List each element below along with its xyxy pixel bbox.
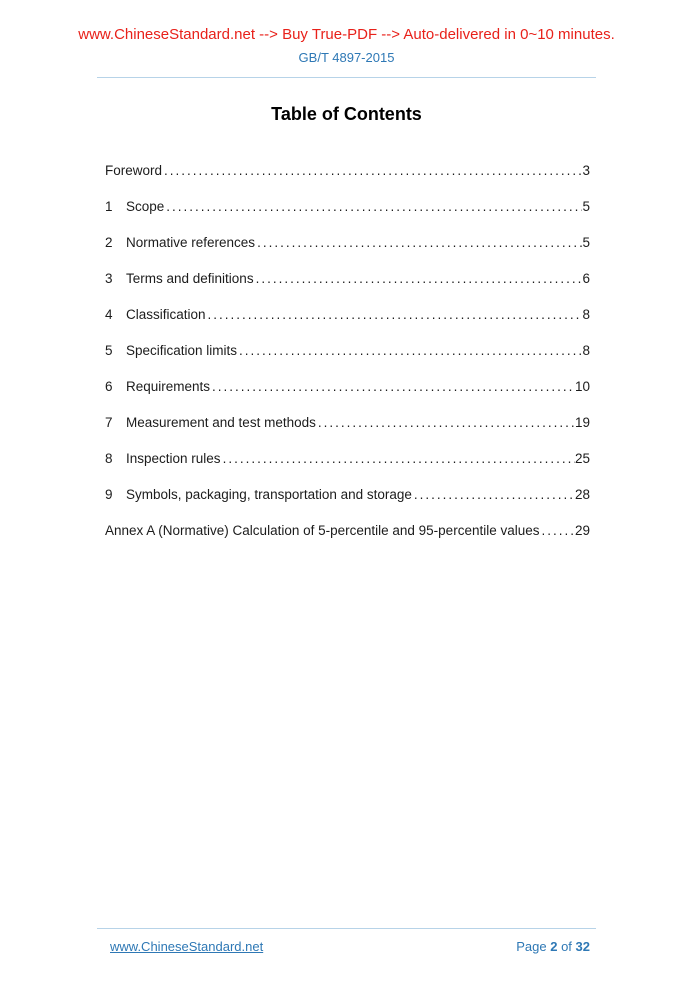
of-word: of bbox=[561, 939, 572, 954]
document-page bbox=[0, 26, 693, 1006]
toc-entry[interactable] bbox=[105, 416, 590, 430]
page-footer bbox=[0, 928, 693, 954]
toc-entry-label: Measurement and test methods bbox=[126, 415, 316, 430]
toc-entry-label: Inspection rules bbox=[126, 451, 221, 466]
toc-leader-dots bbox=[255, 236, 582, 250]
page-word: Page bbox=[516, 939, 547, 954]
toc-entry-page: 8 bbox=[582, 343, 590, 358]
toc-entry[interactable] bbox=[105, 272, 590, 286]
toc-entry[interactable] bbox=[105, 200, 590, 214]
toc-entry-number: 8 bbox=[105, 451, 113, 466]
toc-entry-label: Normative references bbox=[126, 235, 256, 250]
toc-entry-page: 10 bbox=[574, 379, 590, 394]
toc-entry[interactable] bbox=[105, 524, 590, 538]
document-number: GB/T 4897-2015 bbox=[298, 50, 395, 65]
toc-leader-dots bbox=[316, 416, 575, 430]
toc-entry-number: 1 bbox=[105, 199, 113, 214]
toc-leader-dots bbox=[162, 164, 582, 178]
toc-entry-number: 3 bbox=[105, 271, 113, 286]
toc-entry[interactable] bbox=[105, 488, 590, 502]
page-current-number: 2 bbox=[550, 939, 558, 954]
toc-entry-label: Terms and definitions bbox=[126, 271, 254, 286]
toc-entry-label: Classification bbox=[126, 307, 206, 322]
toc-entry-page: 8 bbox=[582, 307, 590, 322]
promo-banner: www.ChineseStandard.net --> Buy True-PDF --> Auto-delivered in 0~10 minutes. bbox=[78, 26, 615, 43]
toc-entry-label: Requirements bbox=[126, 379, 211, 394]
toc-entry-page: 5 bbox=[582, 199, 590, 214]
footer-website-link[interactable]: www.ChineseStandard.net bbox=[110, 939, 264, 954]
toc-entry-number: 9 bbox=[105, 487, 113, 502]
toc-list bbox=[0, 164, 693, 538]
toc-entry[interactable] bbox=[105, 380, 590, 394]
toc-leader-dots bbox=[237, 344, 582, 358]
page-total-number: 32 bbox=[575, 939, 590, 954]
toc-entry-page: 25 bbox=[574, 451, 590, 466]
toc-entry[interactable] bbox=[105, 344, 590, 358]
toc-leader-dots bbox=[210, 380, 575, 394]
toc-leader-dots bbox=[540, 524, 575, 538]
toc-leader-dots bbox=[412, 488, 575, 502]
toc-entry-page: 28 bbox=[574, 487, 590, 502]
toc-leader-dots bbox=[206, 308, 583, 322]
toc-entry-label: Symbols, packaging, transportation and storage bbox=[126, 487, 412, 502]
page-title: Table of Contents bbox=[271, 104, 422, 124]
toc-entry-number: 2 bbox=[105, 235, 113, 250]
page-indicator bbox=[516, 939, 590, 954]
toc-entry-label: Scope bbox=[126, 199, 165, 214]
footer-divider bbox=[97, 928, 596, 929]
toc-entry-page: 5 bbox=[582, 235, 590, 250]
toc-leader-dots bbox=[164, 200, 582, 214]
toc-entry-number: 4 bbox=[105, 307, 113, 322]
header-divider bbox=[97, 77, 596, 78]
footer-row bbox=[0, 939, 693, 954]
toc-entry-label: Annex A (Normative) Calculation of 5-percentile and 95-percentile values bbox=[105, 523, 540, 538]
toc-entry-page: 19 bbox=[574, 415, 590, 430]
toc-entry[interactable] bbox=[105, 452, 590, 466]
toc-entry-number: 6 bbox=[105, 379, 113, 394]
toc-entry-page: 3 bbox=[582, 163, 590, 178]
toc-entry[interactable] bbox=[105, 164, 590, 178]
toc-leader-dots bbox=[221, 452, 575, 466]
toc-entry[interactable] bbox=[105, 308, 590, 322]
toc-leader-dots bbox=[254, 272, 583, 286]
toc-entry[interactable] bbox=[105, 236, 590, 250]
toc-entry-number: 5 bbox=[105, 343, 113, 358]
toc-entry-page: 29 bbox=[574, 523, 590, 538]
toc-entry-label: Foreword bbox=[105, 163, 163, 178]
toc-entry-number: 7 bbox=[105, 415, 113, 430]
toc-entry-label: Specification limits bbox=[126, 343, 238, 358]
toc-entry-page: 6 bbox=[582, 271, 590, 286]
